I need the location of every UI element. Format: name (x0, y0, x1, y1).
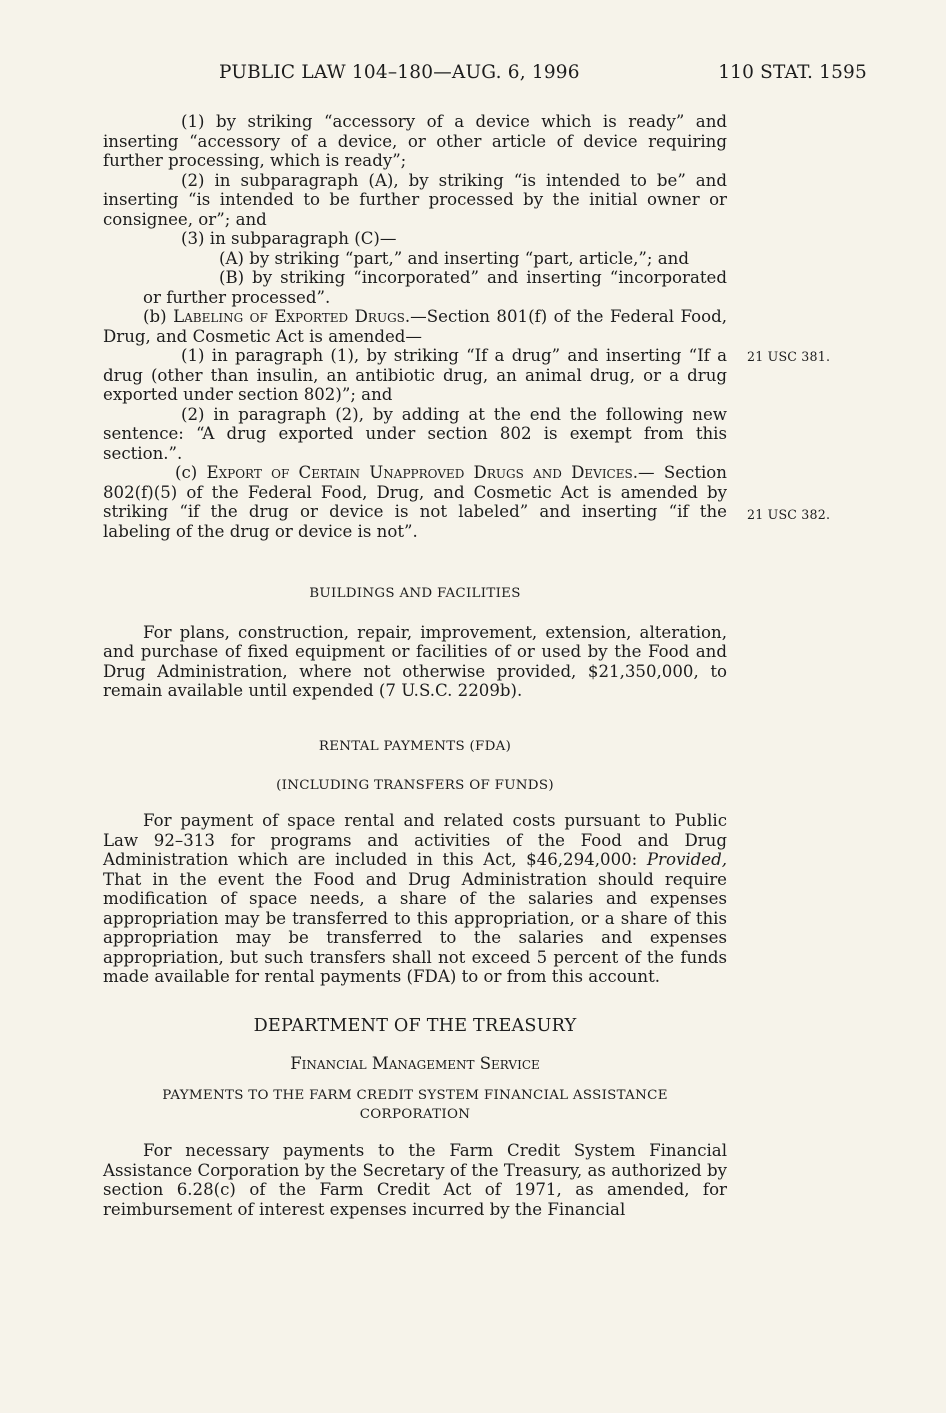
rental-text-a: For payment of space rental and related costs pursuant to Public Law 92–313 for programs and activities of the Food and Drug Administration which are included in this Act, $46,294,000: (103, 811, 727, 869)
paragraph-1: (1) by striking “accessory of a device which is ready” and inserting “accessory of a device, or other article of device requiring further processing, which is ready”; (103, 112, 727, 170)
treasury-section (103, 1017, 727, 1219)
rental-text (103, 811, 727, 987)
rental-section (103, 737, 727, 987)
margin-note-21-usc-381: 21 USC 381. (747, 349, 831, 364)
paragraph-2: (2) in subparagraph (A), by striking “is intended to be” and inserting “is intended to be further processed by the initial owner or consignee, or”; and (103, 170, 727, 229)
paragraph-3: (3) in subparagraph (C)— (181, 229, 397, 248)
buildings-heading: BUILDINGS AND FACILITIES (309, 586, 521, 601)
section-b-item-1: (1) in paragraph (1), by striking “If a drug” and inserting “If a drug (other than insulin, an antibiotic drug, an animal drug, or a drug exported under section 802)”; and (103, 346, 727, 404)
section-c: (c) Export of Certain Unapproved Drugs and Devices.— Section 802(f)(5) of the Federal Food, Drug, and Cosmetic Act is amended by striking “if the drug or device is not labeled” and inserting “if the labeling of the drug or device is not”. (103, 463, 727, 541)
rental-subheading: (INCLUDING TRANSFERS OF FUNDS) (276, 777, 554, 793)
buildings-section (103, 584, 727, 701)
section-b-title: Labeling of Exported Drugs (173, 307, 405, 326)
department-heading: DEPARTMENT OF THE TREASURY (253, 1016, 577, 1036)
section-b-text: Section 801(f) of the Federal Food, Drug, and Cosmetic Act is amended— (103, 307, 727, 346)
section-b-item-2: (2) in paragraph (2), by adding at the end the following new sentence: “A drug exported under section 802 is exempt from this section.”. (103, 404, 727, 463)
rental-provided: Provided, (646, 850, 727, 869)
section-c-title: Export of Certain Unapproved Drugs and Devices (206, 463, 633, 482)
payments-heading: PAYMENTS TO THE FARM CREDIT SYSTEM FINANCIAL ASSISTANCE CORPORATION (162, 1088, 668, 1122)
payments-text: For necessary payments to the Farm Credit System Financial Assistance Corporation by the Secretary of the Treasury, as authorized by section 6.28(c) of the Farm Credit Act of 1971, as amended, for reimbursement of interest expenses incurred by the Financial (103, 1141, 727, 1219)
amendment-block (103, 112, 727, 541)
rental-heading: RENTAL PAYMENTS (FDA) (318, 739, 512, 754)
header-stat-page: 110 STAT. 1595 (718, 62, 867, 83)
buildings-text: For plans, construction, repair, improvement, extension, alteration, and purchase of fixed equipment or facilities of or used by the Food and Drug Administration, where not otherwise provided, $21,350,000, to remain available until expended (7 U.S.C. 2209b). (103, 622, 727, 700)
service-heading: Financial Management Service (290, 1053, 540, 1073)
header-law-citation: PUBLIC LAW 104–180—AUG. 6, 1996 (219, 62, 580, 83)
subparagraph-a: (A) by striking “part,” and inserting “part, article,”; and (219, 248, 689, 268)
section-c-text: Section 802(f)(5) of the Federal Food, Drug, and Cosmetic Act is amended by striking “if the drug or device is not labeled” and inserting “if the labeling of the drug or device is not”. (103, 463, 727, 541)
section-b: (b) Labeling of Exported Drugs.—Section 801(f) of the Federal Food, Drug, and Cosmetic Act is amended— (103, 307, 727, 346)
margin-note-21-usc-382: 21 USC 382. (747, 507, 831, 522)
rental-text-b: That in the event the Food and Drug Administration should require modification of space needs, a share of the salaries and expenses appropriation may be transferred to this appropriation, or a share of this appropriation may be transferred to the salaries and expenses appropriation, but such transfers shall not exceed 5 percent of the funds made available for rental payments (FDA) to or from this account. (103, 869, 727, 986)
subparagraph-b: (B) by striking “incorporated” and inserting “incorporated or further processed”. (143, 268, 727, 307)
